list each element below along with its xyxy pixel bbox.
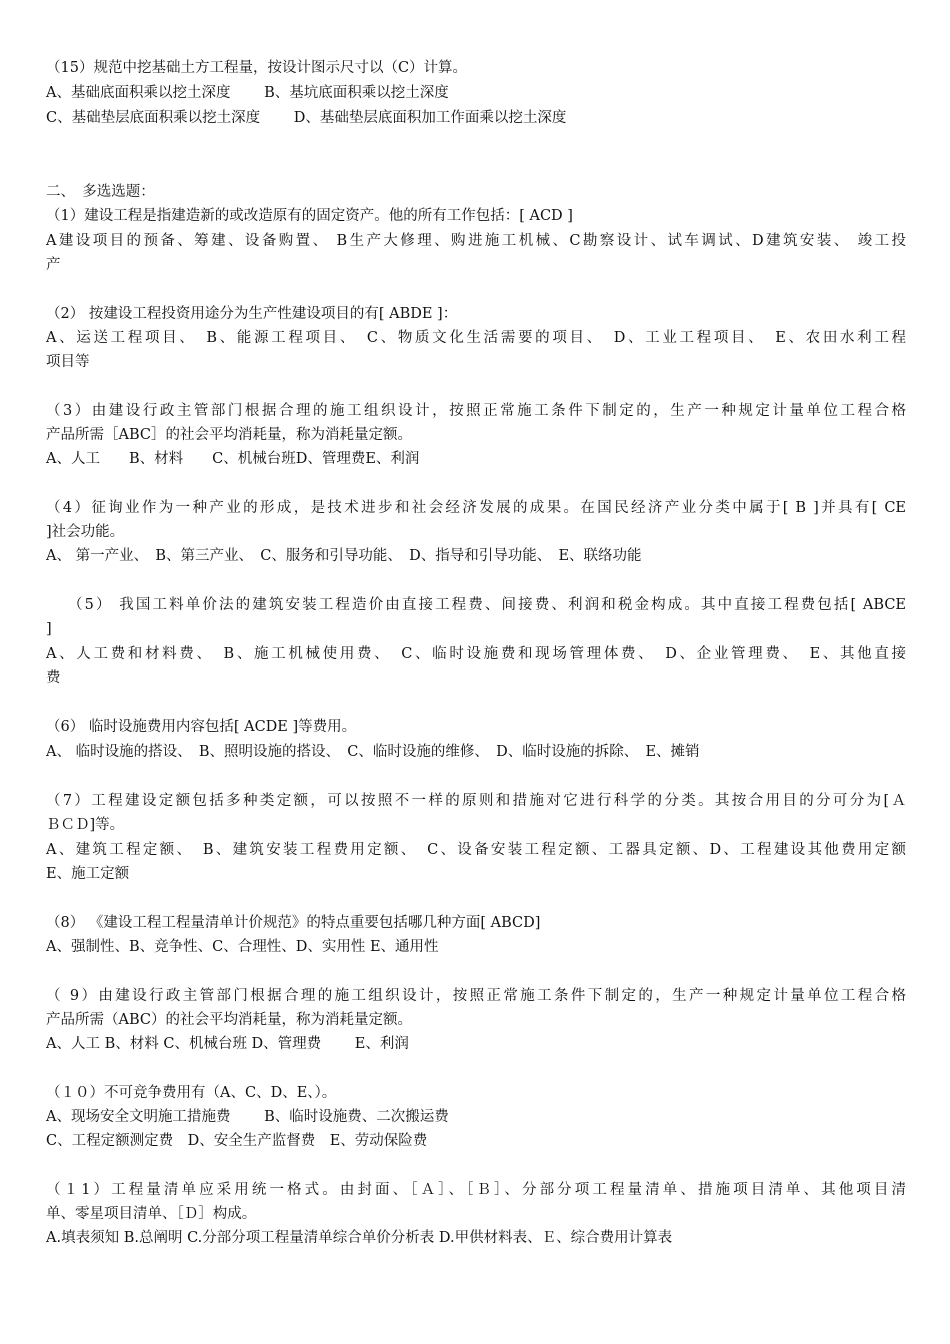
mc-question-10-options-ab: A、现场安全文明施工措施费 B、临时设施费、二次搬运费 (46, 1109, 449, 1125)
mc-question-9-stem-cont: 产品所需（ABC）的社会平均消耗量，称为消耗量定额。 (46, 1012, 412, 1028)
mc-question-5-stem-cont: ] (46, 621, 52, 637)
mc-question-5-options-cont: 费 (46, 670, 61, 686)
mc-question-3-options: A、人工 B、材料 C、机械台班D、管理费E、利润 (46, 451, 420, 467)
mc-question-11-options: A.填表须知 B.总阐明 C.分部分项工程量清单综合单价分析表 D.甲供材料表、Ｅ、综合费用计算表 (46, 1230, 673, 1246)
question-15-stem: （15）规范中挖基础土方工程量，按设计图示尺寸以（C）计算。 (46, 60, 468, 76)
mc-question-10-stem: （１０）不可竞争费用有（A、C、D、E、）。 (46, 1085, 337, 1101)
mc-question-11-stem-cont: 单、零星项目清单、［Ｄ］构成。 (46, 1206, 257, 1222)
mc-question-1-options-cont: 产 (46, 257, 61, 273)
mc-question-1-options: A建设项目的预备、筹建、设备购置、 B生产大修理、购进施工机械、C勘察设计、试车调试、D建筑安装、 竣工投 (46, 233, 906, 249)
mc-question-8-stem: （8） 《建设工程工程量清单计价规范》的特点重要包括哪几种方面[ ABCD] (46, 915, 541, 931)
mc-question-7-stem-cont: ＢＣＤ]等。 (46, 817, 125, 833)
mc-question-4-options: A、 第一产业、 B、第三产业、 C、服务和引导功能、 D、指导和引导功能、 E、联络功能 (46, 548, 642, 564)
mc-question-9-options: A、人工 B、材料 C、机械台班 D、管理费 E、利润 (46, 1036, 409, 1052)
mc-question-7-options: A、建筑工程定额、 B、建筑安装工程费用定额、 C、设备安装工程定额、工器具定额、D、工程建设其他费用定额 (46, 842, 906, 858)
mc-question-10-options-cde: C、工程定额测定费 D、安全生产监督费 E、劳动保险费 (46, 1133, 428, 1149)
mc-question-4-stem: （4）征询业作为一种产业的形成，是技术进步和社会经济发展的成果。在国民经济产业分类中属于[ B ]并具有[ CE (46, 500, 906, 516)
mc-question-6-stem: （6） 临时设施费用内容包括[ ACDE ]等费用。 (46, 719, 357, 735)
section-heading-multiple-choice: 二、 多选选题： (46, 184, 155, 200)
mc-question-11-stem: （１1）工程量清单应采用统一格式。由封面、［Ａ］、［Ｂ］、分部分项工程量清单、措施项目清单、其他项目清 (46, 1182, 906, 1198)
mc-question-2-options: A、运送工程项目、 B、能源工程项目、 C、物质文化生活需要的项目、 D、工业工程项目、 E、农田水利工程 (46, 330, 906, 346)
mc-question-4-stem-cont: ]社会功能。 (46, 524, 125, 540)
mc-question-8-options: A、强制性、B、竞争性、C、合理性、D、实用性 E、通用性 (46, 939, 439, 955)
mc-question-7-stem: （7）工程建设定额包括多种类定额，可以按照不一样的原则和措施对它进行科学的分类。其按合用目的分可分为[Ａ (46, 793, 906, 809)
mc-question-2-stem: （2） 按建设工程投资用途分为生产性建设项目的有[ ABDE ]： (46, 306, 458, 322)
question-15-options-ab: A、基础底面积乘以挖土深度 B、基坑底面积乘以挖土深度 (46, 85, 449, 101)
mc-question-9-stem: （ 9）由建设行政主管部门根据合理的施工组织设计，按照正常施工条件下制定的，生产一种规定计量单位工程合格 (46, 988, 906, 1004)
question-15-options-cd: C、基础垫层底面积乘以挖土深度 D、基础垫层底面积加工作面乘以挖土深度 (46, 110, 567, 126)
mc-question-5-options: A、人工费和材料费、 B、施工机械使用费、 C、临时设施费和现场管理体费、 D、企业管理费、 E、其他直接 (46, 646, 906, 662)
mc-question-6-options: A、 临时设施的搭设、 B、照明设施的搭设、 C、临时设施的维修、 D、临时设施的拆除、 E、摊销 (46, 744, 700, 760)
mc-question-1-stem: （1）建设工程是指建造新的或改造原有的固定资产。他的所有工作包括：[ ACD ] (46, 208, 573, 224)
mc-question-3-stem-cont: 产品所需［ABC］的社会平均消耗量，称为消耗量定额。 (46, 427, 412, 443)
mc-question-2-options-cont: 项目等 (46, 354, 90, 370)
mc-question-5-stem: （5） 我国工料单价法的建筑安装工程造价由直接工程费、间接费、利润和税金构成。其中直接工程费包括[ ABCE (68, 597, 906, 613)
mc-question-3-stem: （3）由建设行政主管部门根据合理的施工组织设计，按照正常施工条件下制定的，生产一种规定计量单位工程合格 (46, 403, 906, 419)
mc-question-7-options-cont: E、施工定额 (46, 866, 130, 882)
